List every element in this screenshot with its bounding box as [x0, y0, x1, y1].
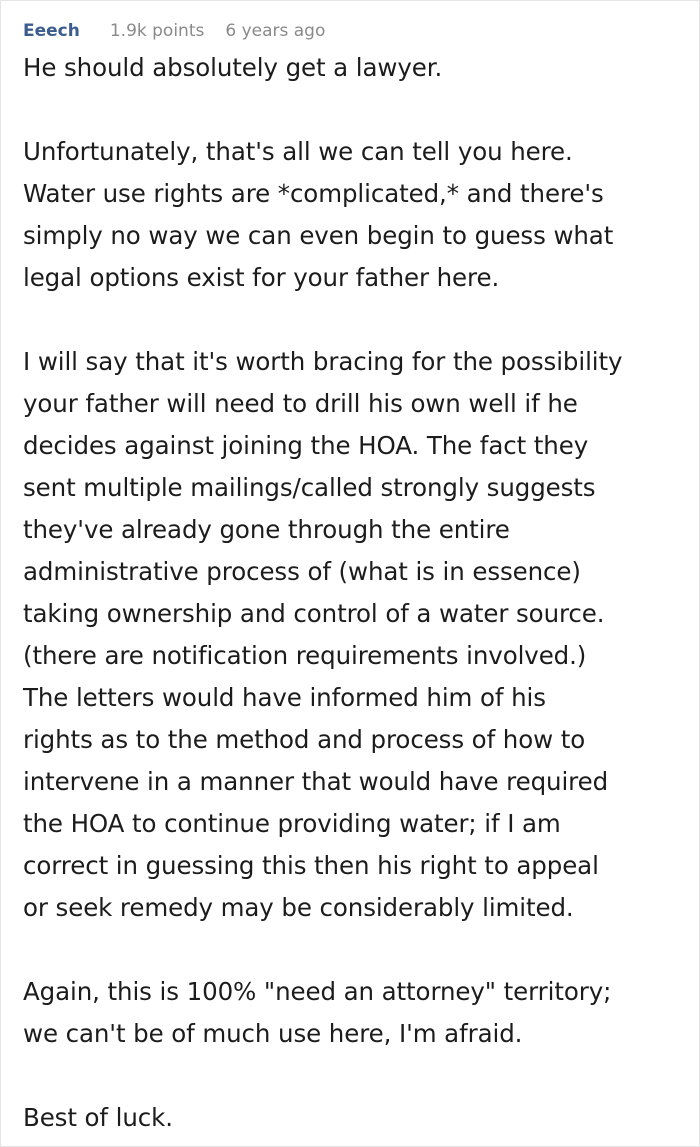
comment-paragraph — [23, 1097, 677, 1139]
comment-points: 1.9k points — [109, 21, 205, 41]
comment-line: Water use rights are *complicated,* and there's — [23, 179, 604, 208]
comment-meta — [23, 17, 677, 45]
comment-paragraph — [23, 131, 677, 299]
comment-line: the HOA to continue providing water; if I am — [23, 809, 561, 838]
comment-line: Best of luck. — [23, 1103, 173, 1132]
comment-line: or seek remedy may be considerably limited. — [23, 893, 574, 922]
comment-line: taking ownership and control of a water source. — [23, 599, 605, 628]
comment-line: your father will need to drill his own well if he — [23, 389, 578, 418]
comment-line: Unfortunately, that's all we can tell you here. — [23, 137, 573, 166]
comment-paragraph — [23, 971, 677, 1055]
comment-author-link[interactable]: Eeech — [23, 21, 80, 41]
comment-paragraph — [23, 47, 677, 89]
comment-line: He should absolutely get a lawyer. — [23, 53, 443, 82]
comment-line: we can't be of much use here, I'm afraid. — [23, 1019, 523, 1048]
comment-line: simply no way we can even begin to guess what — [23, 221, 614, 250]
comment-line: (there are notification requirements involved.) — [23, 641, 587, 670]
comment-line: they've already gone through the entire — [23, 515, 510, 544]
comment-paragraph — [23, 341, 677, 929]
comment — [1, 1, 699, 1139]
comment-line: sent multiple mailings/called strongly suggests — [23, 473, 596, 502]
comment-body — [23, 47, 677, 1139]
comment-line: decides against joining the HOA. The fact they — [23, 431, 589, 460]
comment-line: Again, this is 100% "need an attorney" territory; — [23, 977, 612, 1006]
comment-line: legal options exist for your father here. — [23, 263, 500, 292]
comment-line: The letters would have informed him of his — [23, 683, 546, 712]
comment-timestamp[interactable]: 6 years ago — [225, 21, 326, 41]
comment-line: intervene in a manner that would have required — [23, 767, 609, 796]
comment-line: administrative process of (what is in essence) — [23, 557, 581, 586]
comment-line: correct in guessing this then his right to appeal — [23, 851, 599, 880]
comment-line: rights as to the method and process of how to — [23, 725, 586, 754]
comment-line: I will say that it's worth bracing for the possibility — [23, 347, 623, 376]
